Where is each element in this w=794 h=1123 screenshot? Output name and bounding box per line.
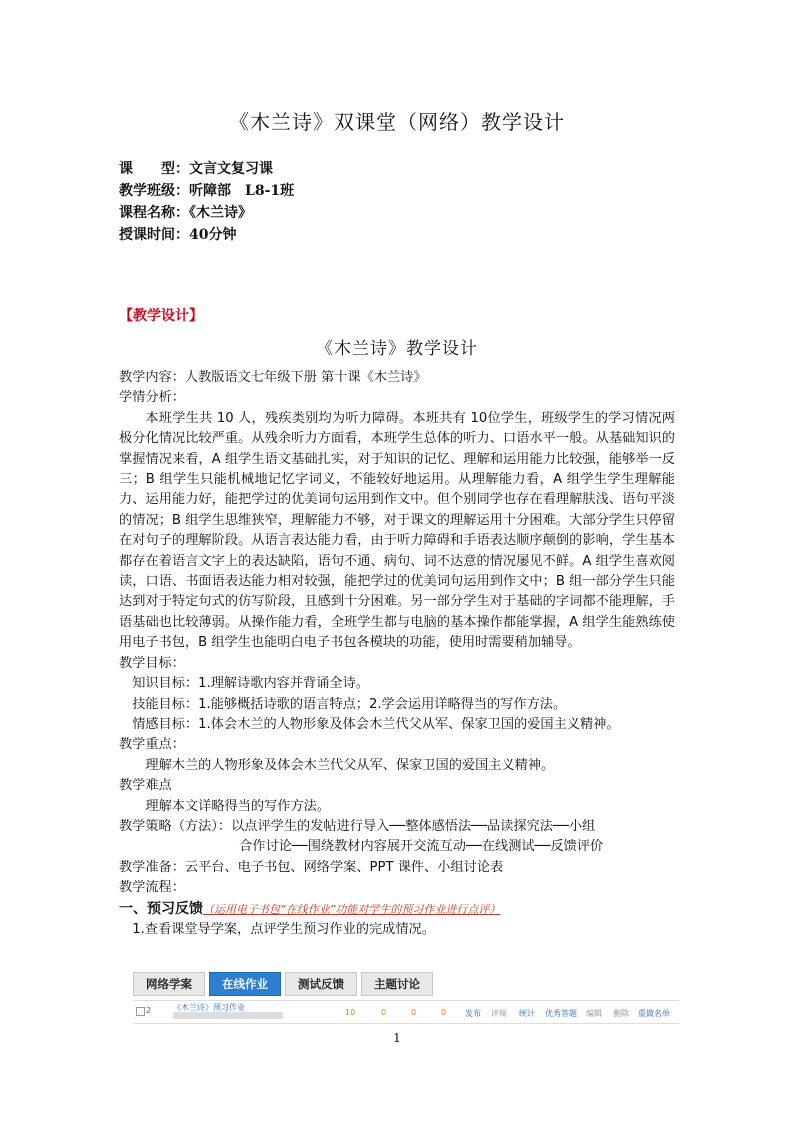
action-stats[interactable]: 统计: [519, 1009, 535, 1018]
action-edit[interactable]: 编辑: [586, 1009, 602, 1018]
section-tag: 【教学设计】: [119, 308, 203, 324]
count-total: 10: [345, 1008, 356, 1017]
course-type: 课 型：文言文复习课: [119, 161, 273, 177]
strategy-line-2: 合作讨论──围绕教材内容展开交流互动──在线测试──反馈评价: [239, 839, 604, 855]
tab-online-plan[interactable]: 网络学案: [133, 972, 205, 996]
strategy-line-1: 教学策略（方法）：以点评学生的发帖进行导入──整体感悟法──品读探究法──小组: [119, 818, 596, 834]
action-delete[interactable]: 删除: [613, 1009, 629, 1018]
difficulty-label: 教学难点: [119, 778, 172, 794]
step1-heading: 一、预习反馈: [119, 900, 203, 917]
course-meta: [119, 158, 294, 246]
step1-item: 1.查看课堂导学案，点评学生预习作业的完成情况。: [132, 921, 435, 937]
class-duration: 授课时间：40分钟: [119, 227, 237, 243]
homework-title-link[interactable]: 《木兰诗》预习作业: [173, 1003, 245, 1012]
goal-emotion: 情感目标：1.体会木兰的人物形象及体会木兰代父从军、保家卫国的爱国主义精神。: [132, 716, 620, 732]
teaching-content: 教学内容：人教版语文七年级下册 第十课《木兰诗》: [119, 370, 427, 385]
flow-label: 教学流程：: [119, 880, 185, 896]
count-4: 0: [441, 1008, 447, 1017]
design-subtitle: 《木兰诗》教学设计: [316, 339, 478, 359]
platform-tabs: [133, 972, 433, 996]
difficulty-body: 理解本文详略得当的写作方法。: [145, 798, 331, 814]
key-body: 理解木兰的人物形象及体会木兰代父从军、保家卫国的爱国主义精神。: [145, 757, 555, 773]
count-2: 0: [381, 1008, 387, 1017]
preparation: 教学准备：云平台、电子书包、网络学案、PPT 课件、小组讨论表: [119, 859, 504, 875]
step1-line: [119, 899, 675, 920]
goal-skill: 技能目标：1.能够概括诗歌的语言特点；2.学会运用详略得当的写作方法。: [132, 696, 567, 712]
page-number: 1: [393, 1031, 401, 1045]
teaching-class: 教学班级：听障部 L8-1班: [119, 183, 295, 199]
analysis-label: 学情分析：: [119, 390, 185, 406]
action-best-answers[interactable]: 优秀答题: [545, 1009, 577, 1018]
blurred-detail: [173, 1012, 283, 1019]
design-content: [119, 368, 675, 940]
analysis-body: 本班学生共 10 人，残疾类别均为听力障碍。本班共有 10位学生，班级学生的学习情况两极分化情况比较严重。从残余听力方面看，本班学生总体的听力、口语水平一般。从基础知识的掌握情况来看，A 组学生语文基础扎实，对于知识的记忆、理解和运用能力比较强，能够举一反三；B 组学生只能机械地记忆字词义，不能较好地运用。从理解能力看，A 组学生学生理解能力、运用能力好，能把学过的优美词句运用到作文中。但个别同学也存在看理解肤浅、语句平淡的情况；B 组学生思维狭窄，理解能力不够，对于课文的理解运用十分困难。大部分学生只停留在对句子的理解阶段。从语言表达能力看，由于听力障碍和手语表达顺序颠倒的影响，学生基本都存在着语言文字上的表达缺陷，语句不通、病句、词不达意的情况屡见不鲜。A 组学生喜欢阅读，口语、书面语表达能力相对较强，能把学过的优美词句运用到作文中；B 组一部分学生只能达到对于特定句式的仿写阶段，且感到十分困难。另一部分学生对于基础的字词都不能理解，手语基础也比较薄弱。从操作能力看，全班学生都与电脑的基本操作都能掌握，A 组学生能熟练使用电子书包，B 组学生也能明白电子书包各模块的功能，使用时需要稍加辅导。: [119, 410, 675, 651]
goals-label: 教学目标：: [119, 655, 185, 671]
row-index: 2: [146, 1006, 152, 1015]
tab-test-feedback[interactable]: 测试反馈: [285, 972, 357, 996]
action-publish[interactable]: 发布: [465, 1009, 481, 1018]
step1-note: （运用电子书包“在线作业”功能对学生的预习作业进行点评）: [203, 902, 501, 916]
goal-knowledge: 知识目标：1.理解诗歌内容并背诵全诗。: [132, 676, 369, 692]
count-3: 0: [411, 1008, 417, 1017]
action-review[interactable]: 评阅: [491, 1009, 507, 1018]
tab-online-homework[interactable]: 在线作业: [209, 972, 281, 996]
action-redo-list[interactable]: 重做名单: [638, 1009, 670, 1018]
homework-row: [133, 1000, 679, 1024]
tab-topic-discussion[interactable]: 主题讨论: [361, 972, 433, 996]
key-label: 教学重点：: [119, 737, 185, 753]
document-title: 《木兰诗》双课堂（网络）教学设计: [229, 110, 565, 134]
course-name: 课程名称：《木兰诗》: [119, 205, 252, 221]
row-checkbox[interactable]: [136, 1007, 145, 1016]
